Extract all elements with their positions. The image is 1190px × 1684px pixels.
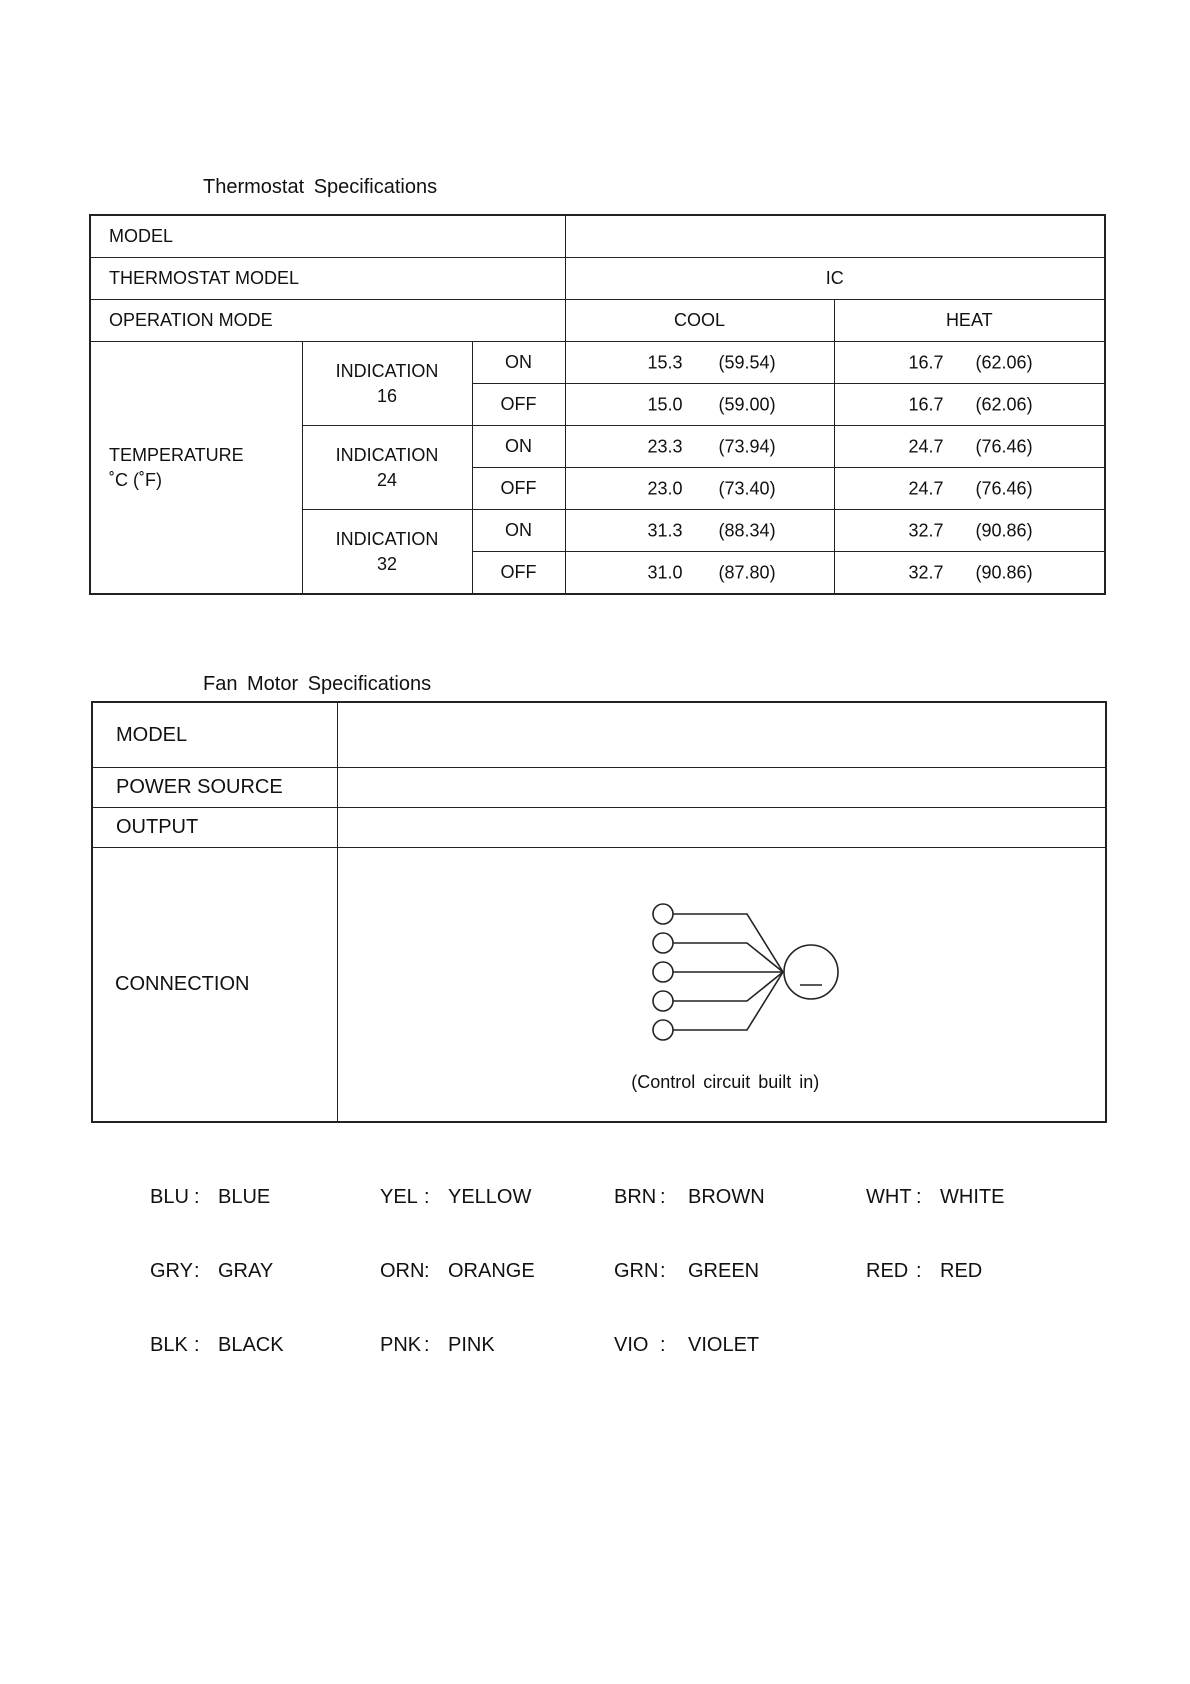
temperature-unit-label: ˚C (˚F) xyxy=(109,469,162,490)
cool-fahrenheit: (59.54) xyxy=(718,352,776,372)
heat-celsius: 24.7 xyxy=(908,478,944,498)
motor-symbol xyxy=(784,945,838,999)
heat-celsius: 24.7 xyxy=(908,436,944,456)
state-cell: OFF xyxy=(472,468,565,510)
legend-item xyxy=(866,1186,1004,1214)
legend-sep: : xyxy=(424,1186,430,1208)
cool-value-cell xyxy=(565,510,834,552)
fan-motor-title: Fan Motor Specifications xyxy=(203,673,432,695)
fan-model-value xyxy=(337,702,1106,768)
heat-celsius: 32.7 xyxy=(908,562,944,582)
heat-fahrenheit: (76.46) xyxy=(975,478,1033,498)
legend-sep: : xyxy=(660,1260,666,1282)
cool-fahrenheit: (59.00) xyxy=(718,394,776,414)
legend-abbr: GRN xyxy=(614,1260,659,1282)
legend-abbr: BRN xyxy=(614,1186,657,1208)
legend-item xyxy=(380,1186,535,1214)
temperature-label xyxy=(90,342,302,595)
power-source-row xyxy=(92,768,1106,808)
model-label: MODEL xyxy=(90,215,565,258)
thermostat-model-label: THERMOSTAT MODEL xyxy=(90,258,565,300)
operation-mode-row xyxy=(90,300,1105,342)
table-row xyxy=(90,342,1105,384)
heat-fahrenheit: (62.06) xyxy=(975,352,1033,372)
heat-value-cell xyxy=(834,342,1105,384)
cool-fahrenheit: (73.40) xyxy=(718,478,776,498)
legend-name: BROWN xyxy=(688,1186,765,1208)
legend-sep: : xyxy=(916,1186,922,1208)
cool-value-cell xyxy=(565,552,834,595)
indication-value: 24 xyxy=(376,469,398,490)
cool-celsius: 23.3 xyxy=(647,436,683,456)
connection-row xyxy=(92,848,1106,1123)
legend-name: RED xyxy=(940,1260,983,1282)
legend-name: WHITE xyxy=(940,1186,1005,1208)
legend-name: YELLOW xyxy=(448,1186,532,1208)
terminal-3 xyxy=(653,962,673,982)
heat-celsius: 16.7 xyxy=(908,352,944,372)
heat-fahrenheit: (90.86) xyxy=(975,562,1033,582)
indication-label: INDICATION xyxy=(335,528,439,549)
wire-2 xyxy=(673,943,783,972)
fan-model-row xyxy=(92,702,1106,768)
output-row xyxy=(92,808,1106,848)
state-cell: OFF xyxy=(472,552,565,595)
cool-celsius: 15.3 xyxy=(647,352,683,372)
legend-item xyxy=(150,1186,284,1214)
legend-sep: : xyxy=(660,1186,666,1208)
legend-item xyxy=(614,1186,765,1214)
model-value xyxy=(565,215,1105,258)
heat-value-cell xyxy=(834,468,1105,510)
legend-abbr: GRY xyxy=(150,1260,193,1282)
terminal-1 xyxy=(653,904,673,924)
heat-value-cell xyxy=(834,426,1105,468)
cool-value-cell xyxy=(565,384,834,426)
indication-32-cell xyxy=(302,510,472,595)
indication-24-cell xyxy=(302,426,472,510)
cool-celsius: 15.0 xyxy=(647,394,683,414)
indication-label: INDICATION xyxy=(335,444,439,465)
indication-value: 16 xyxy=(376,385,398,406)
heat-value-cell xyxy=(834,384,1105,426)
heat-fahrenheit: (90.86) xyxy=(975,520,1033,540)
legend-sep: : xyxy=(194,1260,200,1282)
cool-fahrenheit: (87.80) xyxy=(718,562,776,582)
legend-abbr: ORN xyxy=(380,1260,425,1282)
color-legend-column-1 xyxy=(150,1140,284,1385)
cool-header: COOL xyxy=(565,300,834,342)
operation-mode-label: OPERATION MODE xyxy=(90,300,565,342)
thermostat-model-row xyxy=(90,215,1105,258)
state-cell: ON xyxy=(472,342,565,384)
legend-item xyxy=(614,1260,765,1288)
legend-abbr: WHT xyxy=(866,1186,912,1208)
legend-abbr: BLU xyxy=(150,1186,189,1208)
legend-item xyxy=(380,1334,535,1362)
color-legend-column-3 xyxy=(614,1140,765,1385)
terminal-2 xyxy=(653,933,673,953)
thermostat-type-row xyxy=(90,258,1105,300)
indication-16-cell xyxy=(302,342,472,426)
terminal-5 xyxy=(653,1020,673,1040)
legend-abbr: VIO xyxy=(614,1334,649,1356)
fan-model-label: MODEL xyxy=(92,702,337,768)
heat-header: HEAT xyxy=(834,300,1105,342)
legend-sep: : xyxy=(660,1334,666,1356)
state-cell: ON xyxy=(472,426,565,468)
cool-value-cell xyxy=(565,426,834,468)
heat-celsius: 32.7 xyxy=(908,520,944,540)
legend-sep: : xyxy=(194,1334,200,1356)
indication-value: 32 xyxy=(376,553,398,574)
legend-abbr: YEL xyxy=(380,1186,418,1208)
legend-sep: : xyxy=(916,1260,922,1282)
power-source-label: POWER SOURCE xyxy=(92,768,337,808)
legend-name: PINK xyxy=(448,1334,495,1356)
legend-item xyxy=(150,1334,284,1362)
heat-fahrenheit: (62.06) xyxy=(975,394,1033,414)
color-legend-column-4 xyxy=(866,1140,1004,1311)
cool-value-cell xyxy=(565,468,834,510)
legend-item xyxy=(150,1260,284,1288)
cool-celsius: 31.3 xyxy=(647,520,683,540)
color-legend-column-2 xyxy=(380,1140,535,1385)
legend-name: BLACK xyxy=(218,1334,284,1356)
legend-name: BLUE xyxy=(218,1186,271,1208)
power-source-value xyxy=(337,768,1106,808)
legend-sep: : xyxy=(194,1186,200,1208)
temperature-label-line1: TEMPERATURE xyxy=(109,444,244,465)
legend-name: VIOLET xyxy=(688,1334,760,1356)
wire-4 xyxy=(673,972,783,1001)
output-label: OUTPUT xyxy=(92,808,337,848)
state-cell: OFF xyxy=(472,384,565,426)
heat-fahrenheit: (76.46) xyxy=(975,436,1033,456)
legend-item xyxy=(866,1260,1004,1288)
cool-value-cell xyxy=(565,342,834,384)
fan-motor-spec-table xyxy=(91,701,1107,1123)
output-value xyxy=(337,808,1106,848)
legend-item xyxy=(380,1260,535,1288)
connection-caption: (Control circuit built in) xyxy=(631,1072,820,1092)
cool-fahrenheit: (88.34) xyxy=(718,520,776,540)
cool-celsius: 23.0 xyxy=(647,478,683,498)
cool-fahrenheit: (73.94) xyxy=(718,436,776,456)
cool-celsius: 31.0 xyxy=(647,562,683,582)
legend-name: ORANGE xyxy=(448,1260,535,1282)
legend-abbr: RED xyxy=(866,1260,909,1282)
connection-diagram-cell xyxy=(337,848,1106,1123)
legend-item xyxy=(614,1334,765,1362)
heat-value-cell xyxy=(834,510,1105,552)
thermostat-model-value: IC xyxy=(565,258,1105,300)
legend-name: GREEN xyxy=(688,1260,760,1282)
connection-diagram xyxy=(575,876,875,1066)
legend-abbr: BLK xyxy=(150,1334,188,1356)
legend-name: GRAY xyxy=(218,1260,274,1282)
indication-label: INDICATION xyxy=(335,360,439,381)
legend-sep: : xyxy=(424,1260,430,1282)
heat-celsius: 16.7 xyxy=(908,394,944,414)
legend-abbr: PNK xyxy=(380,1334,422,1356)
thermostat-spec-table xyxy=(89,214,1106,595)
terminal-4 xyxy=(653,991,673,1011)
connection-label: CONNECTION xyxy=(92,848,337,1123)
heat-value-cell xyxy=(834,552,1105,595)
legend-sep: : xyxy=(424,1334,430,1356)
state-cell: ON xyxy=(472,510,565,552)
thermostat-title: Thermostat Specifications xyxy=(203,176,438,198)
